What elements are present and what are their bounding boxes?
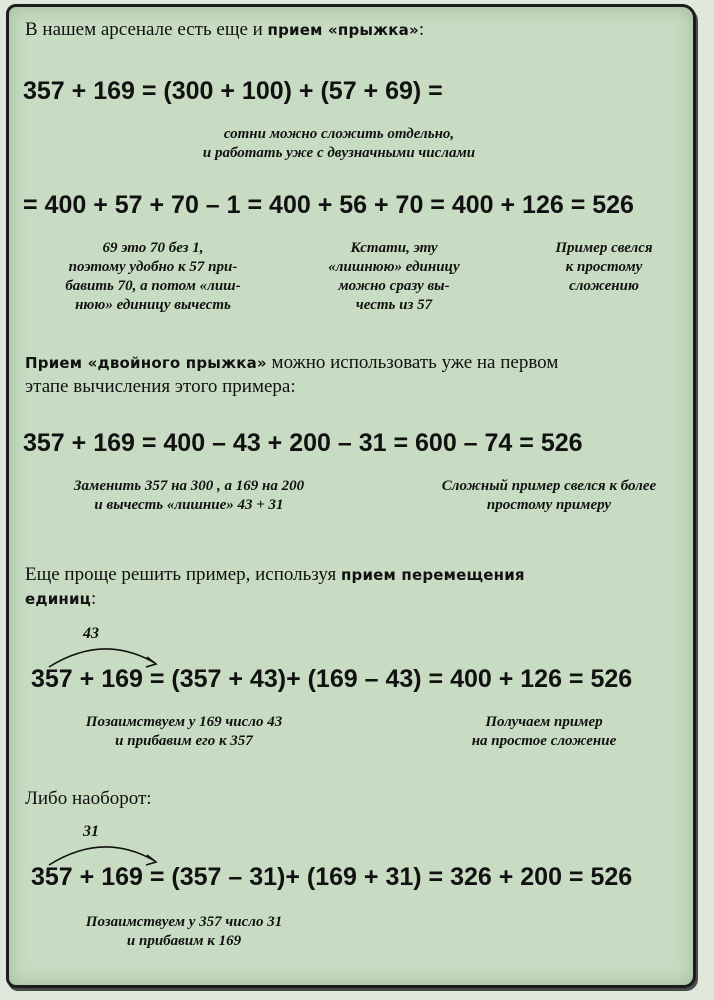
note-simple-line2: к простому [565, 259, 643, 275]
note-extra-line4: честь из 57 [355, 297, 433, 313]
note-hundreds-line1: сотни можно сложить отдельно, [223, 126, 455, 142]
note-replace-line2: и вычесть «лишние» 43 + 31 [94, 497, 284, 513]
section-double-jump [25, 351, 685, 399]
note-borrow43-line1: Позаимствуем у 169 число 43 [85, 714, 283, 730]
note-borrow31-line1: Позаимствуем у 357 число 31 [85, 914, 283, 930]
equation-2: = 400 + 57 + 70 – 1 = 400 + 56 + 70 = 400 + 126 = 526 [23, 191, 634, 219]
section-move-colon: : [91, 588, 97, 609]
note-simple-line3: сложению [569, 278, 639, 294]
note-69-is-70 [33, 239, 273, 315]
equation-5: 357 + 169 = (357 – 31)+ (169 + 31) = 326 + 200 = 526 [31, 863, 633, 891]
technique-move-label-2: единиц [25, 590, 91, 608]
note-replace-line1: Заменить 357 на 300 , а 169 на 200 [73, 478, 305, 494]
note-borrow-31 [29, 913, 339, 951]
technique-move-label: прием перемещения [340, 566, 525, 584]
section-move-text: Еще проще решить пример, используя [25, 564, 341, 585]
note-borrow43-line2: и прибавим его к 357 [115, 733, 253, 749]
note-borrow31-line2: и прибавим к 169 [126, 933, 242, 949]
intro-colon: : [418, 19, 425, 40]
worksheet-card [6, 4, 696, 988]
intro-line [25, 18, 424, 42]
note-hundreds-line2: и работать уже с двузначными числами [202, 145, 476, 161]
section-double-jump-text1: можно использовать уже на первом [266, 352, 559, 373]
note-get-line2: на простое сложение [471, 733, 617, 749]
note-simple-line1: Пример свелся [555, 240, 653, 256]
equation-3: 357 + 169 = 400 – 43 + 200 – 31 = 600 – 74 = 526 [23, 429, 583, 457]
note-69-line2: поэтому удобно к 57 при- [68, 259, 238, 275]
note-complex-line1: Сложный пример свелся к более [441, 478, 657, 494]
arrow-label-43: 43 [83, 625, 99, 642]
note-simple-sum [529, 239, 679, 296]
note-69-line3: бавить 70, а потом «лиш- [65, 278, 241, 294]
note-get-line1: Получаем пример [485, 714, 603, 730]
note-hundreds [129, 125, 549, 163]
note-replace [29, 477, 349, 515]
note-complex-line2: простому примеру [486, 497, 612, 513]
section-double-jump-text2: этапе вычисления этого примера: [25, 376, 296, 397]
note-complex-simple [409, 477, 689, 515]
intro-text: В нашем арсенале есть еще и [25, 19, 268, 40]
section-move-units [25, 563, 685, 611]
equation-4: 357 + 169 = (357 + 43)+ (169 – 43) = 400 + 126 = 526 [31, 665, 633, 693]
note-borrow-43 [29, 713, 339, 751]
note-69-line1: 69 это 70 без 1, [102, 240, 204, 256]
arrow-label-31: 31 [83, 823, 99, 840]
note-extra-line2: «лишнюю» единицу [328, 259, 460, 275]
equation-1: 357 + 169 = (300 + 100) + (57 + 69) = [23, 77, 443, 105]
note-get-example [439, 713, 649, 751]
note-69-line4: нюю» единицу вычесть [75, 297, 231, 313]
technique-double-jump-label: Прием «двойного прыжка» [25, 354, 267, 372]
technique-jump-label: прием «прыжка» [267, 21, 419, 39]
section-conversely: Либо наоборот: [25, 788, 152, 809]
note-extra-line1: Кстати, эту [350, 240, 438, 256]
note-extra-line3: можно сразу вы- [338, 278, 450, 294]
note-extra-unit [299, 239, 489, 315]
